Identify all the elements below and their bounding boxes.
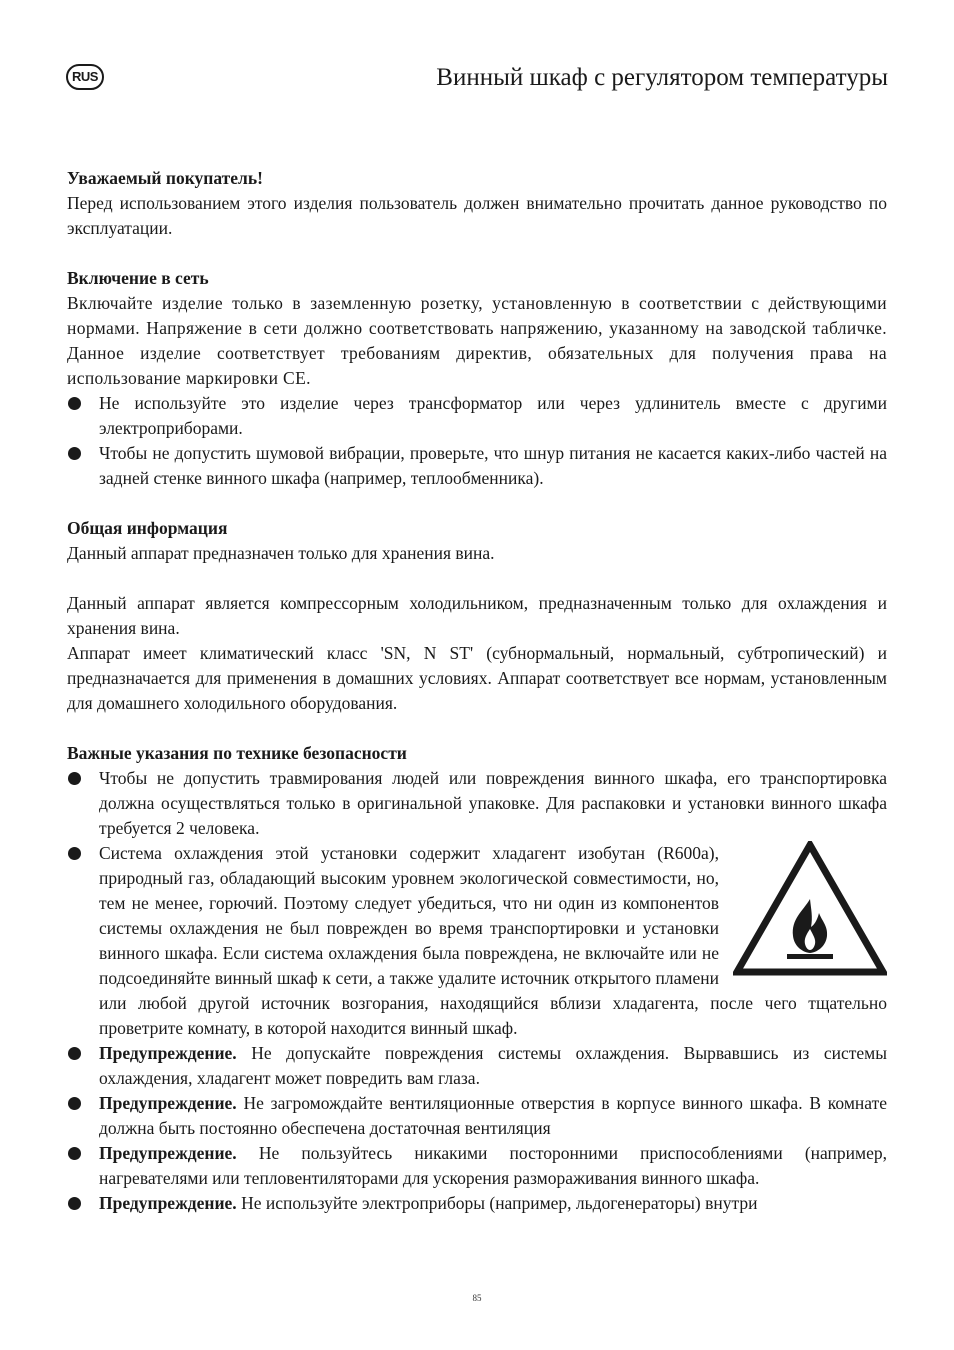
list-item: Чтобы не допустить шумовой вибрации, проверьте, что шнур питания не касается каких-либо частей на задней стенке винного шкафа (например, теплообменника). bbox=[67, 441, 887, 491]
page-number: 85 bbox=[472, 1293, 482, 1303]
warning-text: Не пользуйтесь никакими посторонними приспособлениями (например, нагревателями или тепловентиляторами для ускорения размораживания винного шкафа. bbox=[99, 1143, 887, 1188]
warning-label: Предупреждение. bbox=[99, 1143, 237, 1163]
list-item bbox=[67, 841, 887, 1041]
safety-heading: Важные указания по технике безопасности bbox=[67, 743, 407, 763]
power-text: Включайте изделие только в заземленную розетку, установленную в соответствии с действующими нормами. Напряжение в сети должно соответствовать напряжению, указанному на заводской табличке. Данное изделие соответствует требованиям директив, обязательных для получения права на использование маркировки CE. bbox=[67, 293, 887, 388]
warning-text: Не допускайте повреждения системы охлаждения. Вырвавшись из системы охлаждения, хладагент может повредить вам глаза. bbox=[99, 1043, 887, 1088]
general-text-2: Данный аппарат является компрессорным холодильником, предназначенным только для охлаждения и хранения вина. bbox=[67, 593, 887, 638]
power-bullet-list bbox=[67, 391, 887, 491]
list-item bbox=[67, 1141, 887, 1191]
list-item bbox=[67, 1041, 887, 1091]
list-item: Не используйте это изделие через трансформатор или через удлинитель вместе с другими электроприборами. bbox=[67, 391, 887, 441]
general-text-3: Аппарат имеет климатический класс 'SN, N ST' (субнормальный, нормальный, субтропический) и предназначается для применения в домашних условиях. Аппарат соответствует все нормам, установленным для домашнего холодильного оборудования. bbox=[67, 643, 887, 713]
warning-label: Предупреждение. bbox=[99, 1043, 237, 1063]
page-header bbox=[66, 62, 888, 96]
warning-label: Предупреждение. bbox=[99, 1093, 237, 1113]
page-title: Винный шкаф с регулятором температуры bbox=[436, 64, 888, 91]
safety-bullet-2-text: Система охлаждения этой установки содержит хладагент изобутан (R600a), природный газ, обладающий высоким уровнем экологической совместимости, но, тем не менее, горючий. Поэтому следует убедиться, что ни один из компонентов системы охлаждения не был поврежден во время транспортировки и установки винного шкафа. Если система охлаждения была повреждена, не включайте или не подсоединяйте винный шкаф к сети, а также удалите источник открытого пламени или любой другой источник возгорания, находящийся вблизи хладагента, после чего тщательно проветрите комнату, в которой находится винный шкаф. bbox=[99, 843, 887, 1038]
warning-text: Не загромождайте вентиляционные отверстия в корпусе винного шкафа. В комнате должна быть постоянно обеспечена достаточная вентиляция bbox=[99, 1093, 887, 1138]
list-item bbox=[67, 1091, 887, 1141]
power-heading: Включение в сеть bbox=[67, 268, 209, 288]
page-content bbox=[67, 166, 887, 1216]
general-text-1: Данный аппарат предназначен только для хранения вина. bbox=[67, 543, 495, 563]
warning-label: Предупреждение. bbox=[99, 1193, 237, 1213]
warning-text: Не используйте электроприборы (например, льдогенераторы) внутри bbox=[241, 1193, 758, 1213]
intro-text: Перед использованием этого изделия пользователь должен внимательно прочитать данное руководство по эксплуатации. bbox=[67, 193, 887, 238]
safety-bullet-list bbox=[67, 766, 887, 1216]
general-heading: Общая информация bbox=[67, 518, 228, 538]
intro-heading: Уважаемый покупатель! bbox=[67, 168, 263, 188]
list-item: Чтобы не допустить травмирования людей или повреждения винного шкафа, его транспортировка должна осуществляться только в оригинальной упаковке. Для распаковки и установки винного шкафа требуется 2 человека. bbox=[67, 766, 887, 841]
language-badge: RUS bbox=[66, 64, 104, 90]
list-item bbox=[67, 1191, 887, 1216]
flammable-warning-icon bbox=[733, 841, 887, 977]
